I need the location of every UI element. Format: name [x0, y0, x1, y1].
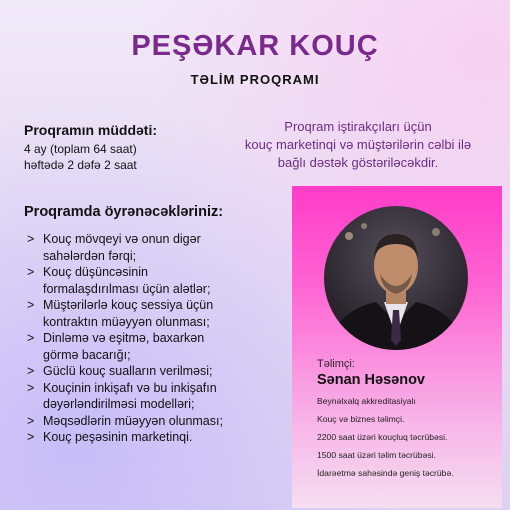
duration-line-1: 4 ay (toplam 64 saat) [24, 142, 137, 156]
program-subtitle: TƏLİM PROQRAMI [190, 72, 320, 87]
list-item: > Güclü kouç sualların verilməsi; [26, 363, 298, 380]
list-item: > Müştərilərlə kouç sessiya üçün kontraktın müəyyən olunması; [26, 297, 298, 330]
list-item: > Kouçinin inkişafı və bu inkişafın dəyərləndirilməsi modelləri; [26, 380, 298, 413]
learning-heading: Proqramda öyrənəcəkləriniz: [24, 204, 224, 220]
program-title: PEŞƏKAR KOUÇ [131, 30, 379, 62]
credential-item: 2200 saat üzəri kouçluq təcrübəsi. [317, 432, 448, 442]
description-line-3: bağlı dəstək göstəriləcəkdir. [277, 155, 439, 170]
credential-item: 1500 saat üzəri təlim təcrübəsi. [317, 450, 436, 460]
duration-line-2: həftədə 2 dəfə 2 saat [24, 158, 137, 172]
description-line-2: kouç marketinqi və müştərilərin cəlbi ilə [244, 137, 472, 152]
list-item: > Kouç peşəsinin marketinqi. [26, 429, 298, 446]
program-description [208, 118, 508, 172]
credential-item: Kouç və biznes təlimçi. [317, 414, 405, 424]
list-item: > Dinləmə və eşitmə, baxarkən görmə bacarığı; [26, 330, 298, 363]
trainer-card [292, 186, 502, 508]
credential-item: İdarəetmə sahəsində geniş təcrübə. [317, 468, 454, 478]
credential-item: Beynəlxalq akkreditasiyalı [317, 396, 416, 406]
trainer-label: Təlimçi: [317, 358, 355, 370]
duration-block [24, 122, 157, 173]
trainer-credentials [317, 396, 497, 479]
learning-list [26, 231, 298, 446]
trainer-portrait-icon [324, 206, 468, 350]
trainer-photo [324, 206, 468, 350]
duration-heading: Proqramın müddəti: [24, 122, 158, 138]
list-item: > Məqsədlərin müəyyən olunması; [26, 413, 298, 430]
trainer-name: Sənan Həsənov [317, 372, 425, 388]
list-item: > Kouç düşüncəsinin formalaşdırılması üçün alətlər; [26, 264, 298, 297]
list-item: > Kouç mövqeyi və onun digər sahələrdən fərqi; [26, 231, 298, 264]
description-line-1: Proqram iştirakçıları üçün [284, 119, 432, 134]
